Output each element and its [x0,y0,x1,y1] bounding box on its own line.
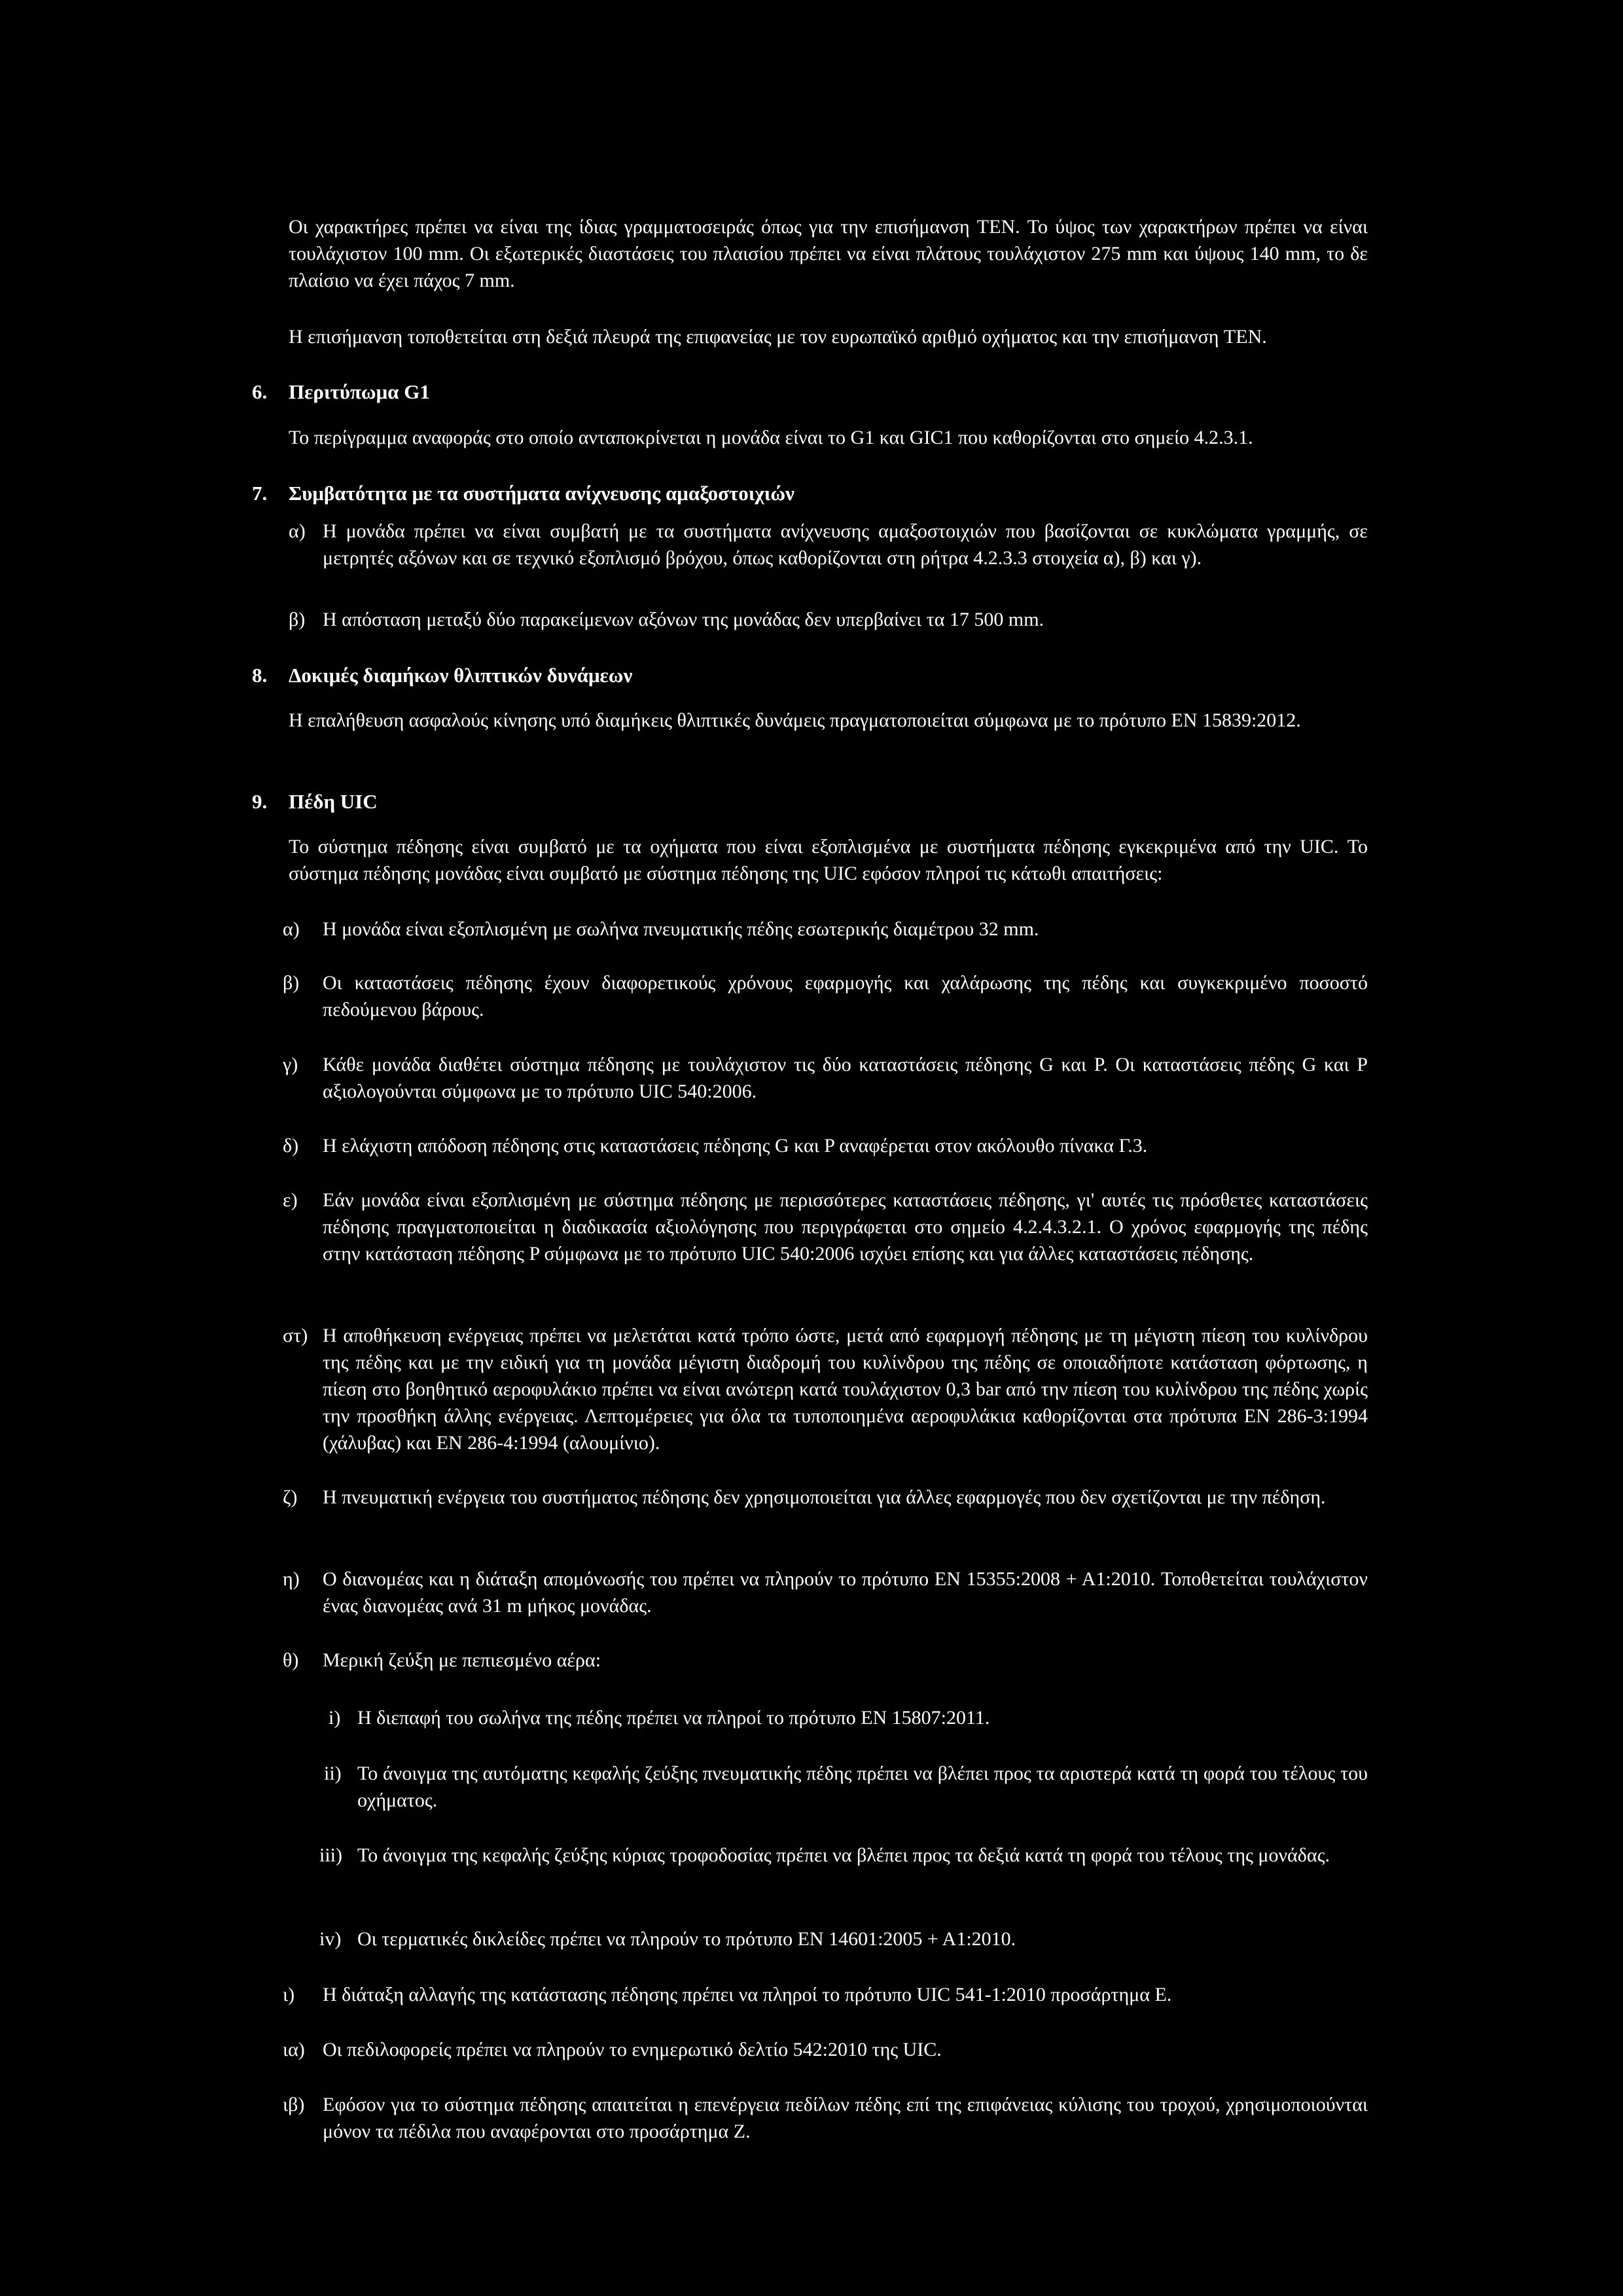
list-item-label: β) [289,609,306,630]
section-number: 8. [252,664,268,687]
sub-item-label: i) [329,1707,341,1729]
list-item-label: ζ) [283,1486,298,1508]
section-number: 9. [252,790,268,813]
sub-item-text: Το άνοιγμα της κεφαλής ζεύξης κύριας τροφοδοσίας πρέπει να βλέπει προς τα δεξιά κατά τη φορά του τέλους της μονάδας. [357,1844,1330,1866]
list-item-label: δ) [283,1135,299,1157]
list-item-text: Μερική ζεύξη με πεπιεσμένο αέρα: [323,1649,601,1671]
list-item-text: Οι πεδιλοφορείς πρέπει να πληρούν το ενημερωτικό δελτίο 542:2010 της UIC. [323,2039,942,2060]
section-paragraph: Η επαλήθευση ασφαλούς κίνησης υπό διαμήκεις θλιπτικές δυνάμεις πραγματοποιείται σύμφωνα με το πρότυπο EN 15839:2012. [289,709,1301,731]
sub-item-label: iii) [319,1844,342,1866]
list-item-text: Εάν μονάδα είναι εξοπλισμένη με σύστημα πέδησης με περισσότερες καταστάσεις πέδησης, γι' αυτές τις πρόσθετες καταστάσεις πέδησης πραγματοποιείται η διαδικασία αξιολόγησης που περιγράφεται στο σημείο 4.2.4.3.2.1. Ο χρόνος εφαρμογής της πέδης στην κατάσταση πέδησης P σύμφωνα με το πρότυπο UIC 540:2006 ισχύει επίσης και για άλλες καταστάσεις πέδησης. [323,1189,1368,1265]
list-item-text: Κάθε μονάδα διαθέτει σύστημα πέδησης με τουλάχιστον τις δύο καταστάσεις πέδησης G και P. Οι καταστάσεις πέδης G και P αξιολογούνται σύμφωνα με το πρότυπο UIC 540:2006. [323,1054,1368,1102]
list-item-text: Ο διανομέας και η διάταξη απομόνωσής του πρέπει να πληρούν το πρότυπο EN 15355:2008 + A1:2010. Τοποθετείται τουλάχιστον ένας διανομέας ανά 31 m μήκος μονάδας. [323,1568,1368,1617]
intro-paragraph-1: Οι χαρακτήρες πρέπει να είναι της ίδιας γραμματοσειράς όπως για την επισήμανση TEN. Το ύψος των χαρακτήρων πρέπει να είναι τουλάχιστον 100 mm. Οι εξωτερικές διαστάσεις του πλαισίου πρέπει να είναι πλάτους τουλάχιστον 275 mm και ύψους 140 mm, το δε πλαίσιο να έχει πάχος 7 mm. [289,216,1368,291]
list-item-text: Η διάταξη αλλαγής της κατάστασης πέδησης πρέπει να πληροί το πρότυπο UIC 541-1:2010 προσάρτημα Ε. [323,1984,1172,2005]
list-item-label: ι) [283,1984,295,2005]
list-item-label: α) [283,918,300,940]
list-item-text: Η μονάδα πρέπει να είναι συμβατή με τα συστήματα ανίχνευσης αμαξοστοιχιών που βασίζονται σε κυκλώματα γραμμής, σε μετρητές αξόνων και σε τεχνικό εξοπλισμό βρόχου, όπως καθορίζονται στη ρήτρα 4.2.3.3 στοιχεία α), β) και γ). [323,520,1368,569]
section-heading: Περιτύπωμα G1 [289,380,430,403]
sub-item-text: Η διεπαφή του σωλήνα της πέδης πρέπει να πληροί το πρότυπο EN 15807:2011. [357,1707,990,1729]
list-item-label: η) [283,1568,300,1590]
intro-paragraph-2: Η επισήμανση τοποθετείται στη δεξιά πλευρά της επιφανείας με τον ευρωπαϊκό αριθμό οχήματος και την επισήμανση TEN. [289,326,1267,348]
list-item-label: ε) [283,1189,298,1211]
section-number: 6. [252,380,268,403]
list-item-label: β) [283,972,300,994]
list-item-text: Η απόσταση μεταξύ δύο παρακείμενων αξόνων της μονάδας δεν υπερβαίνει τα 17 500 mm. [323,609,1044,630]
section-paragraph: Το περίγραμμα αναφοράς στο οποίο ανταποκρίνεται η μονάδα είναι το G1 και GIC1 που καθορίζονται στο σημείο 4.2.3.1. [289,427,1253,448]
list-item-label: ια) [283,2039,305,2060]
list-item-text: Οι καταστάσεις πέδησης έχουν διαφορετικούς χρόνους εφαρμογής και χαλάρωσης της πέδης και συγκεκριμένο ποσοστό πεδούμενου βάρους. [323,972,1368,1020]
section-heading: Πέδη UIC [289,790,378,813]
sub-item-label: ii) [324,1763,342,1784]
list-item-label: ιβ) [283,2094,305,2115]
list-item-text: Η πνευματική ενέργεια του συστήματος πέδησης δεν χρησιμοποιείται για άλλες εφαρμογές που δεν σχετίζονται με την πέδηση. [323,1486,1326,1508]
sub-item-label: iv) [319,1928,342,1950]
list-item-label: γ) [283,1054,298,1075]
list-item-label: στ) [283,1325,308,1346]
sub-item-text: Οι τερματικές δικλείδες πρέπει να πληρούν το πρότυπο EN 14601:2005 + A1:2010. [357,1928,1016,1950]
section-number: 7. [252,482,268,505]
list-item-text: Εφόσον για το σύστημα πέδησης απαιτείται η επενέργεια πεδίλων πέδης επί της επιφάνειας κύλισης του τροχού, χρησιμοποιούνται μόνον τα πέδιλα που αναφέρονται στο προσάρτημα Ζ. [323,2094,1368,2142]
list-item-text: Η ελάχιστη απόδοση πέδησης στις καταστάσεις πέδησης G και P αναφέρεται στον ακόλουθο πίνακα Γ.3. [323,1135,1148,1157]
section-paragraph: Το σύστημα πέδησης είναι συμβατό με τα οχήματα που είναι εξοπλισμένα με συστήματα πέδησης εγκεκριμένα από την UIC. Το σύστημα πέδησης μονάδας είναι συμβατό με σύστημα πέδησης της UIC εφόσον πληροί τις κάτωθι απαιτήσεις: [289,836,1368,884]
list-item-text: Η αποθήκευση ενέργειας πρέπει να μελετάται κατά τρόπο ώστε, μετά από εφαρμογή πέδησης με τη μέγιστη πίεση του κυλίνδρου της πέδης και με την ειδική για τη μονάδα μέγιστη διαδρομή του κυλίνδρου της πέδης σε οποιαδήποτε κατάσταση φόρτωσης, η πίεση στο βοηθητικό αεροφυλάκιο πρέπει να είναι ανώτερη κατά τουλάχιστον 0,3 bar από την πίεση του κυλίνδρου της πέδης χωρίς την προσθήκη άλλης ενέργειας. Λεπτομέρειες για όλα τα τυποποιημένα αεροφυλάκια καθορίζονται στα πρότυπα EN 286-3:1994 (χάλυβας) και EN 286-4:1994 (αλουμίνιο). [323,1325,1368,1454]
list-item-text: Η μονάδα είναι εξοπλισμένη με σωλήνα πνευματικής πέδης εσωτερικής διαμέτρου 32 mm. [323,918,1039,940]
sub-item-text: Το άνοιγμα της αυτόματης κεφαλής ζεύξης πνευματικής πέδης πρέπει να βλέπει προς τα αριστερά κατά τη φορά του τέλους του οχήματος. [357,1763,1368,1811]
section-heading: Δοκιμές διαμήκων θλιπτικών δυνάμεων [289,664,633,687]
list-item-label: α) [289,520,306,542]
section-heading: Συμβατότητα με τα συστήματα ανίχνευσης αμαξοστοιχιών [289,482,794,505]
list-item-label: θ) [283,1649,299,1671]
